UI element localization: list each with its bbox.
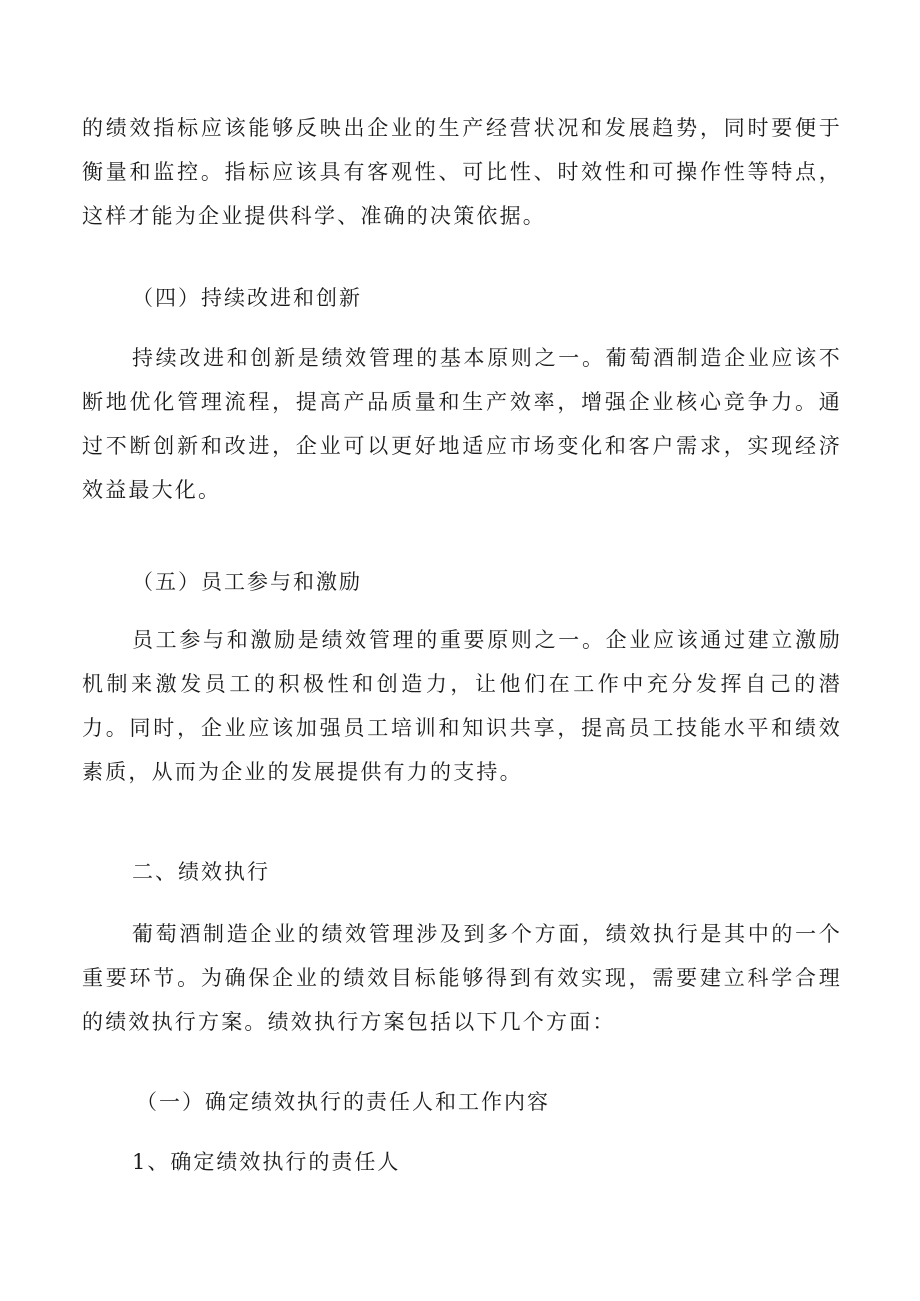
heading-continuous-improvement: （四）持续改进和创新 xyxy=(132,286,362,310)
subheading-responsible-persons: （一）确定绩效执行的责任人和工作内容 xyxy=(136,1090,550,1114)
list-item-responsible-person: 1、确定绩效执行的责任人 xyxy=(132,1150,401,1174)
section-title-performance-execution: 二、绩效执行 xyxy=(132,860,270,884)
heading-employee-participation: （五）员工参与和激励 xyxy=(132,570,362,594)
paragraph-performance-indicators: 的绩效指标应该能够反映出企业的生产经营状况和发展趋势，同时要便于衡量和监控。指标应该具有客观性、可比性、时效性和可操作性等特点，这样才能为企业提供科学、准确的决策依据。 xyxy=(82,116,842,228)
paragraph-continuous-improvement: 持续改进和创新是绩效管理的基本原则之一。葡萄酒制造企业应该不断地优化管理流程，提高产品质量和生产效率，增强企业核心竞争力。通过不断创新和改进，企业可以更好地适应市场变化和客户需求，实现经济效益最大化。 xyxy=(82,346,842,502)
paragraph-employee-participation: 员工参与和激励是绩效管理的重要原则之一。企业应该通过建立激励机制来激发员工的积极性和创造力，让他们在工作中充分发挥自己的潜力。同时，企业应该加强员工培训和知识共享，提高员工技能水平和绩效素质，从而为企业的发展提供有力的支持。 xyxy=(82,628,842,784)
paragraph-performance-execution: 葡萄酒制造企业的绩效管理涉及到多个方面，绩效执行是其中的一个重要环节。为确保企业的绩效目标能够得到有效实现，需要建立科学合理的绩效执行方案。绩效执行方案包括以下几个方面： xyxy=(82,922,842,1034)
